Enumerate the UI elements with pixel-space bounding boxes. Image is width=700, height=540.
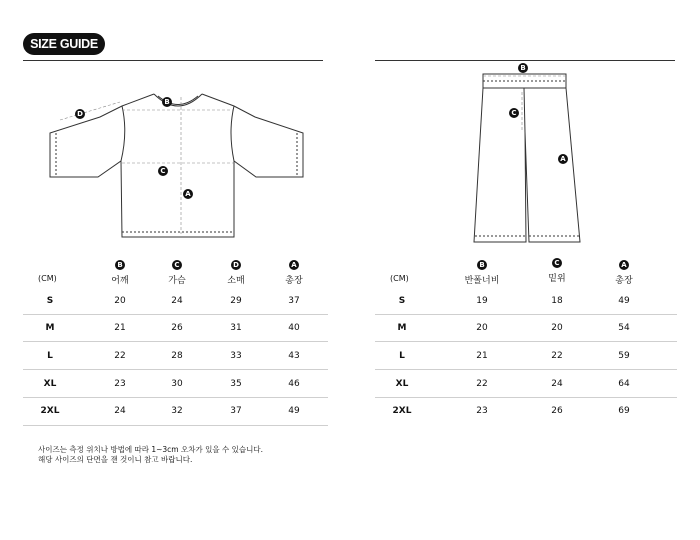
table-row-size: S (398, 296, 406, 306)
table-row-divider (375, 369, 677, 370)
top-col-label: 가슴 (168, 276, 186, 286)
table-cell: 32 (171, 406, 183, 416)
top-badge-d: D (75, 109, 85, 119)
table-cell: 20 (476, 323, 488, 333)
table-row-size: M (397, 323, 407, 333)
top-col-label: 어깨 (111, 276, 129, 286)
size-note: 해당 사이즈의 단면을 잰 것이니 참고 바랍니다. (38, 455, 193, 464)
table-cell: 22 (476, 379, 488, 389)
top-col-label: 소매 (227, 276, 245, 286)
pants-col-label: 밑위 (548, 274, 566, 284)
table-cell: 21 (114, 323, 126, 333)
table-cell: 59 (618, 351, 630, 361)
table-cell: 49 (288, 406, 300, 416)
table-cell: 18 (551, 296, 563, 306)
top-col-badge: B (115, 260, 125, 270)
table-cell: 20 (114, 296, 126, 306)
table-cell: 54 (618, 323, 630, 333)
table-cell: 69 (618, 406, 630, 416)
table-cell: 43 (288, 351, 300, 361)
pants-badge-b: B (518, 63, 528, 73)
table-cell: 37 (230, 406, 242, 416)
table-row-divider (375, 341, 677, 342)
table-cell: 21 (476, 351, 488, 361)
table-row-divider (23, 369, 328, 370)
table-cell: 30 (171, 379, 183, 389)
table-row-size: 2XL (392, 406, 412, 416)
pants-col-badge: A (619, 260, 629, 270)
pants-col-badge: B (477, 260, 487, 270)
table-row-size: M (45, 323, 55, 333)
table-row-size: S (46, 296, 54, 306)
size-guide-title: SIZE GUIDE (23, 33, 105, 55)
table-row-size: XL (395, 379, 409, 389)
table-row-divider (23, 425, 328, 426)
table-row-size: L (399, 351, 405, 361)
table-cell: 28 (171, 351, 183, 361)
table-row-divider (23, 397, 328, 398)
table-cell: 26 (171, 323, 183, 333)
table-cell: 46 (288, 379, 300, 389)
top-col-label: 총장 (285, 276, 303, 286)
table-row-divider (375, 314, 677, 315)
table-cell: 49 (618, 296, 630, 306)
top-badge-a: A (183, 189, 193, 199)
pants-col-label: 총장 (615, 276, 633, 286)
pants-badge-c: C (509, 108, 519, 118)
table-cell: 23 (114, 379, 126, 389)
table-cell: 26 (551, 406, 563, 416)
top-col-badge: A (289, 260, 299, 270)
top-col-badge: C (172, 260, 182, 270)
pants-badge-a: A (558, 154, 568, 164)
pants-col-label: 반폴너비 (464, 276, 500, 286)
top-measure-lines (60, 97, 234, 234)
table-cell: 29 (230, 296, 242, 306)
table-cell: 37 (288, 296, 300, 306)
table-cell: 22 (114, 351, 126, 361)
table-cell: 35 (230, 379, 242, 389)
table-cell: 22 (551, 351, 563, 361)
table-row-divider (23, 341, 328, 342)
table-cell: 33 (230, 351, 242, 361)
table-cell: 23 (476, 406, 488, 416)
table-cell: 64 (618, 379, 630, 389)
top-illustration (50, 94, 303, 237)
top-badge-b: B (162, 97, 172, 107)
size-note: 사이즈는 측정 위치나 방법에 따라 1~3cm 오차가 있을 수 있습니다. (38, 445, 263, 454)
table-row-size: L (47, 351, 53, 361)
top-col-badge: D (231, 260, 241, 270)
table-row-size: XL (43, 379, 57, 389)
pants-col-badge: C (552, 258, 562, 268)
top-badge-c: C (158, 166, 168, 176)
table-cell: 31 (230, 323, 242, 333)
table-cell: 24 (551, 379, 563, 389)
table-cell: 24 (171, 296, 183, 306)
top-unit-label: (CM) (38, 274, 57, 283)
table-cell: 40 (288, 323, 300, 333)
table-row-divider (23, 314, 328, 315)
table-cell: 24 (114, 406, 126, 416)
table-row-divider (375, 397, 677, 398)
table-row-size: 2XL (40, 406, 60, 416)
table-cell: 20 (551, 323, 563, 333)
pants-unit-label: (CM) (390, 274, 409, 283)
table-cell: 19 (476, 296, 488, 306)
